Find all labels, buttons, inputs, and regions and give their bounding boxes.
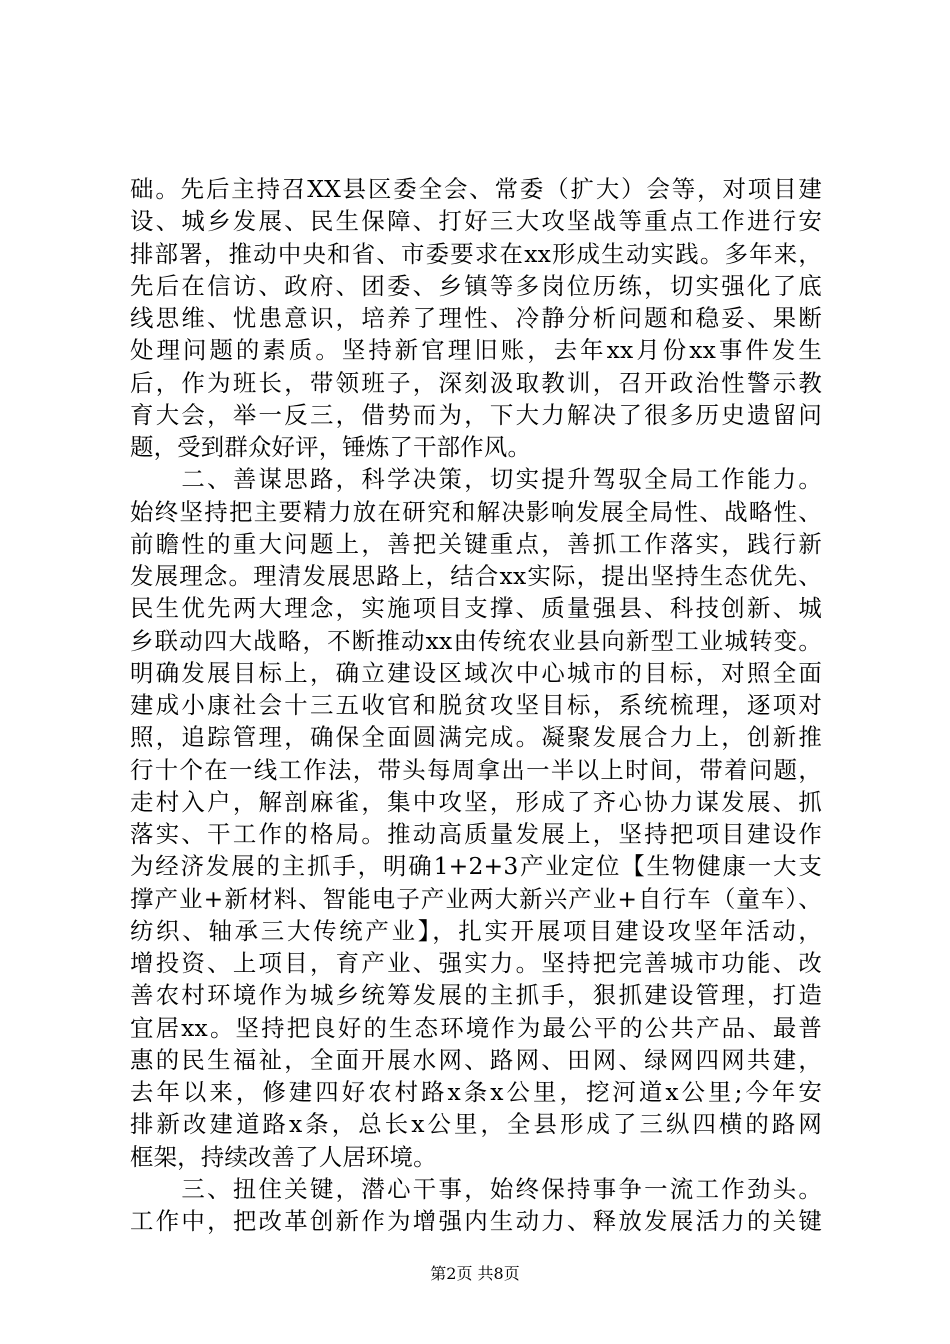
text-line: 工作中，把改革创新作为增强内生动力、释放发展活力的关键 [130, 1207, 822, 1235]
text-line: 前瞻性的重大问题上，善把关键重点，善抓工作落实，践行新 [130, 529, 822, 558]
text-line: 处理问题的素质。坚持新官理旧账，去年xx月份xx事件发生 [130, 336, 822, 365]
text-line: 题，受到群众好评，锤炼了干部作风。 [130, 433, 532, 461]
text-line: 后，作为班长，带领班子，深刻汲取教训，召开政治性警示教 [130, 368, 822, 397]
text-line: 明确发展目标上，确立建设区域次中心城市的目标，对照全面 [130, 658, 822, 687]
text-line: 排新改建道路x条，总长x公里，全县形成了三纵四横的路网 [130, 1110, 822, 1139]
text-line: 设、城乡发展、民生保障、打好三大攻坚战等重点工作进行安 [130, 207, 822, 236]
text-line: 善农村环境作为城乡统筹发展的主抓手，狠抓建设管理，打造 [130, 981, 822, 1010]
text-line: 惠的民生福祉，全面开展水网、路网、田网、绿网四网共建， [130, 1045, 822, 1074]
page-footer: 第2页 共8页 [430, 1264, 520, 1283]
text-line: 增投资、上项目，育产业、强实力。坚持把完善城市功能、改 [130, 949, 822, 977]
text-line: 排部署，推动中央和省、市委要求在xx形成生动实践。多年来， [130, 239, 822, 268]
text-line: 乡联动四大战略，不断推动xx由传统农业县向新型工业城转变。 [130, 626, 822, 655]
text-line: 走村入户，解剖麻雀，集中攻坚，形成了齐心协力谋发展、抓 [130, 787, 822, 816]
text-line: 行十个在一线工作法，带头每周拿出一半以上时间，带着问题， [130, 755, 822, 784]
body-text [130, 173, 822, 1237]
text-line: 民生优先两大理念，实施项目支撑、质量强县、科技创新、城 [130, 594, 822, 623]
text-line: 三、扭住关键，潜心干事，始终保持事争一流工作劲头。 [130, 1174, 822, 1203]
text-line: 照，追踪管理，确保全面圆满完成。凝聚发展合力上，创新推 [130, 723, 822, 752]
text-line: 线思维、忧患意识，培养了理性、冷静分析问题和稳妥、果断 [130, 304, 822, 332]
text-line: 去年以来，修建四好农村路x条x公里，挖河道x公里;今年安 [130, 1078, 822, 1106]
text-line: 础。先后主持召XX县区委全会、常委（扩大）会等，对项目建 [130, 175, 822, 203]
text-line: 育大会，举一反三，借势而为，下大力解决了很多历史遗留问 [130, 400, 822, 429]
text-line: 先后在信访、政府、团委、乡镇等多岗位历练，切实强化了底 [130, 271, 822, 300]
text-line: 为经济发展的主抓手，明确1+2+3产业定位【生物健康一大支 [130, 852, 822, 881]
text-line: 发展理念。理清发展思路上，结合xx实际，提出坚持生态优先、 [130, 562, 822, 590]
text-line: 始终坚持把主要精力放在研究和解决影响发展全局性、战略性、 [130, 497, 822, 526]
text-line: 撑产业+新材料、智能电子产业两大新兴产业+自行车（童车）、 [130, 884, 822, 913]
text-line: 框架，持续改善了人居环境。 [130, 1142, 437, 1171]
text-line: 纺织、轴承三大传统产业】，扎实开展项目建设攻坚年活动， [130, 916, 822, 945]
text-line: 落实、干工作的格局。推动高质量发展上，坚持把项目建设作 [130, 820, 822, 848]
text-line: 宜居xx。坚持把良好的生态环境作为最公平的公共产品、最普 [130, 1013, 822, 1042]
text-line: 建成小康社会十三五收官和脱贫攻坚目标，系统梳理，逐项对 [130, 691, 822, 719]
text-line: 二、善谋思路，科学决策，切实提升驾驭全局工作能力。 [130, 465, 822, 494]
